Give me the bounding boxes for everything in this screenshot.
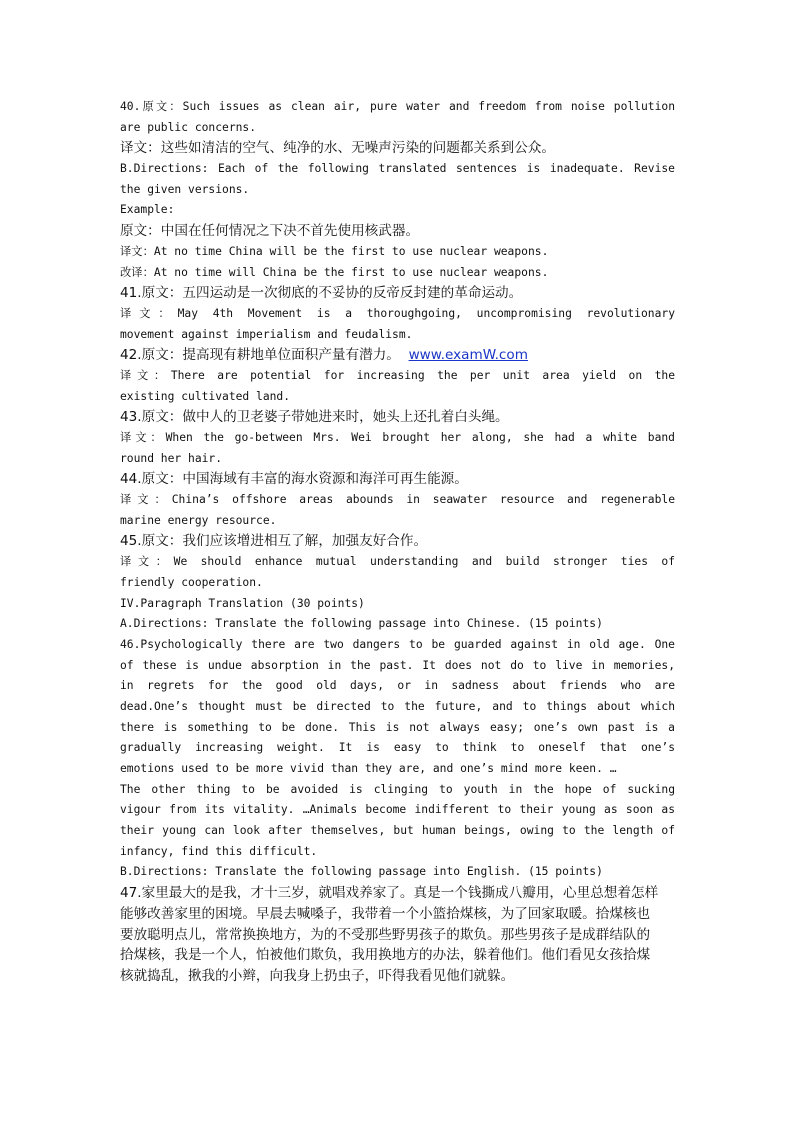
text-line-38: B.Directions: Translate the following passage into English. (15 points) [120, 865, 603, 879]
text-line-40: 能够改善家里的困境。早晨去喊嗓子，我带着一个小篮拾煤核，为了回家取暖。拾煤核也 [120, 905, 651, 922]
text-line-7: 原文：中国在任何情况之下决不首先使用核武器。 [120, 223, 420, 240]
text-line-3: 译文：这些如清洁的空气、纯净的水、无噪声污染的问题都关系到公众。 [120, 140, 555, 157]
text-line-8: 译文：At no time China will be the first to use nuclear weapons. [120, 244, 549, 258]
text-line-18: round her hair. [120, 451, 223, 465]
text-line-1: 40.原文：Such issues as clean air, pure water and freedom from noise pollution [120, 100, 675, 113]
text-line-4: B.Directions: Each of the following translated sentences is inadequate. Revise [120, 162, 675, 176]
text-line-33: emotions used to be more vivid than they are, and one’s mind more keen. … [120, 762, 617, 775]
text-line-35: vigour from its vitality. …Animals become indifferent to their young as soon as [120, 803, 675, 817]
text-line-20: 译文：China’s offshore areas abounds in seawater resource and regenerable [120, 493, 675, 507]
text-line-43: 核就捣乱，揪我的小辫，向我身上扔虫子，吓得我看见他们就躲。 [120, 967, 515, 984]
text-line-2: are public concerns. [120, 120, 257, 134]
text-line-26: A.Directions: Translate the following passage into Chinese. (15 points) [120, 617, 603, 631]
text-line-24: friendly cooperation. [120, 575, 263, 589]
text-line-11: 译文：May 4th Movement is a thoroughgoing, uncompromising revolutionary [120, 306, 675, 320]
text-line-15: existing cultivated land. [120, 389, 291, 403]
text-line-21: marine energy resource. [120, 513, 277, 527]
text-line-6: Example: [120, 203, 175, 217]
text-line-42: 拾煤核，我是一个人，怕被他们欺负，我用换地方的办法，躲着他们。他们看见女孩拾煤 [120, 947, 651, 964]
text-line-36: their young can look after themselves, but human beings, owing to the length of [120, 824, 675, 838]
text-line-39: 47.家里最大的是我，才十三岁，就唱戏养家了。真是一个钱撕成八瓣用，心里总想着怎样 [120, 885, 659, 902]
text-line-5: the given versions. [120, 182, 250, 196]
text-line-19: 44.原文：中国海域有丰富的海水资源和海洋可再生能源。 [120, 471, 468, 488]
source-link[interactable]: www.examW.com [408, 347, 528, 364]
text-line-17: 译文：When the go-between Mrs. Wei brought her along, she had a white band [120, 431, 675, 444]
text-line-13 [120, 345, 675, 366]
text-line-23: 译文：We should enhance mutual understanding and build stronger ties of [120, 555, 675, 569]
document-page [120, 97, 675, 987]
text-line-41: 要放聪明点儿，常常换换地方，为的不受那些野男孩子的欺负。那些男孩子是成群结队的 [120, 926, 651, 943]
text-line-27: 46.Psychologically there are two dangers to be guarded against in old age. One [120, 637, 675, 651]
text-line-28: of these is undue absorption in the past. It does not do to live in memories, [120, 658, 675, 672]
text-line-22: 45.原文：我们应该增进相互了解，加强友好合作。 [120, 533, 428, 550]
text-line-32: gradually increasing weight. It is easy to think to oneself that one’s [120, 741, 675, 755]
text-line-12: movement against imperialism and feudalism. [120, 327, 413, 341]
text-line-13-body: 42.原文：提高现有耕地单位面积产量有潜力。 [120, 347, 400, 364]
text-line-37: infancy, find this difficult. [120, 844, 318, 858]
text-line-16: 43.原文：做中人的卫老婆子带她进来时，她头上还扎着白头绳。 [120, 409, 509, 426]
text-line-14: 译文：There are potential for increasing the per unit area yield on the [120, 368, 675, 382]
text-line-10: 41.原文：五四运动是一次彻底的不妥协的反帝反封建的革命运动。 [120, 285, 523, 302]
text-line-9: 改译：At no time will China be the first to use nuclear weapons. [120, 265, 549, 279]
text-line-34: The other thing to be avoided is clinging to youth in the hope of sucking [120, 782, 675, 796]
text-line-30: dead.One’s thought must be directed to the future, and to things about which [120, 699, 675, 713]
text-line-31: there is something to be done. This is not always easy; one’s own past is a [120, 720, 675, 734]
text-line-29: in regrets for the good old days, or in sadness about friends who are [120, 679, 675, 693]
section-heading: IV.Paragraph Translation (30 points) [120, 596, 365, 610]
